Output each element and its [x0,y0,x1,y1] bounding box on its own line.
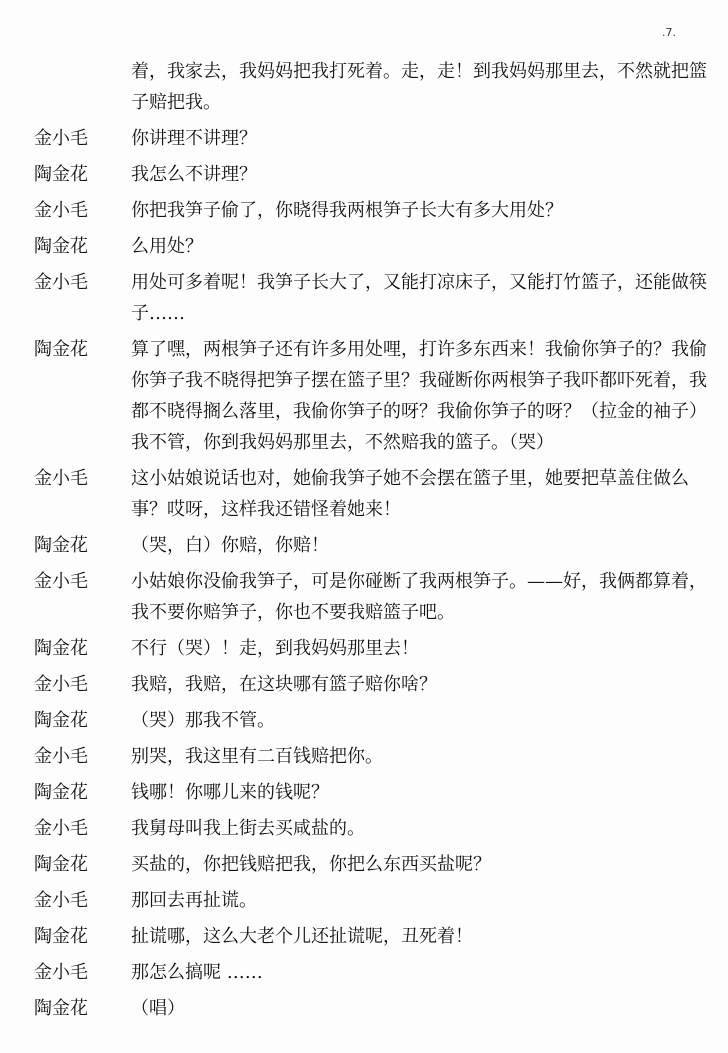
speech-text: 我舅母叫我上街去买咸盐的。 [131,818,365,839]
speech-text: 买盐的，你把钱赔把我，你把么东西买盐呢？ [131,854,491,875]
speaker-name: 金小毛 [34,746,88,767]
speaker-name: 陶金花 [34,638,88,659]
dialogue-line [34,993,714,1024]
speaker-name: 金小毛 [34,468,88,489]
speaker-name: 金小毛 [34,818,88,839]
dialogue-line [34,957,714,988]
speaker-name: 陶金花 [34,339,88,360]
dialogue-line [34,741,714,772]
speaker-name: 陶金花 [34,998,88,1019]
speech-text: 不行（哭）！走，到我妈妈那里去！ [131,638,419,659]
dialogue-line [34,463,714,525]
speaker-name: 金小毛 [34,128,88,149]
speech-text: 么用处？ [131,236,203,257]
speech-text: 那回去再扯谎。 [131,890,257,911]
dialogue-line [34,566,714,628]
speaker-name: 陶金花 [34,535,88,556]
speaker-name: 陶金花 [34,782,88,803]
dialogue-line [34,334,714,458]
dialogue-line [34,885,714,916]
speech-text: 我怎么不讲理？ [131,164,257,185]
speech-text: 别哭，我这里有二百钱赔把你。 [131,746,383,767]
speaker-name: 金小毛 [34,200,88,221]
speaker-name: 陶金花 [34,164,88,185]
speech-text: （哭，白）你赔，你赔！ [131,535,329,556]
dialogue-line [34,633,714,664]
dialogue-line [34,56,714,118]
speech-text: 小姑娘你没偷我笋子，可是你碰断了我两根笋子。——好，我俩都算着，我不要你赔笋子，你也不要我赔篮子吧。 [131,571,707,623]
dialogue-line [34,669,714,700]
speaker-name: 金小毛 [34,674,88,695]
speech-text: 用处可多着呢！我笋子长大了，又能打凉床子，又能打竹篮子，还能做筷子…… [131,272,707,324]
speaker-name: 金小毛 [34,272,88,293]
speech-text: （哭）那我不管。 [131,710,275,731]
speech-text: 扯谎哪，这么大老个儿还扯谎呢，丑死着！ [131,926,473,947]
speech-text: 你把我笋子偷了，你晓得我两根笋子长大有多大用处？ [131,200,563,221]
dialogue-line [34,777,714,808]
dialogue-line [34,813,714,844]
speech-text: （唱） [131,998,185,1019]
speech-text: 这小姑娘说话也对，她偷我笋子她不会摆在篮子里，她要把草盖住做么事？哎呀，这样我还错怪着她来！ [131,468,689,520]
dialogue-line [34,705,714,736]
dialogue-line [34,159,714,190]
dialogue-line [34,921,714,952]
speech-text: 算了嘿，两根笋子还有许多用处哩，打许多东西来！我偷你笋子的？我偷你笋子我不晓得把笋子摆在篮子里？我碰断你两根笋子我吓都吓死着，我都不晓得搁么落里，我偷你笋子的呀？我偷你笋子的呀？（拉金的袖子）我不管，你到我妈妈那里去，不然赔我的篮子。（哭） [131,339,707,453]
page-number: .7. [662,26,676,39]
speaker-name: 陶金花 [34,926,88,947]
speaker-name: 陶金花 [34,710,88,731]
speech-text: 我赔，我赔，在这块哪有篮子赔你啥？ [131,674,437,695]
speech-text: 那怎么搞呢 …… [131,962,263,983]
dialogue-line [34,849,714,880]
speech-text: 钱哪！你哪儿来的钱呢？ [131,782,329,803]
dialogue-line [34,123,714,154]
dialogue-line [34,195,714,226]
dialogue-line [34,231,714,262]
speaker-name: 金小毛 [34,890,88,911]
speaker-name: 金小毛 [34,571,88,592]
dialogue-line [34,267,714,329]
speaker-name: 陶金花 [34,236,88,257]
dialogue [34,56,714,1024]
speaker-name: 金小毛 [34,962,88,983]
dialogue-line [34,530,714,561]
speech-text: 你讲理不讲理？ [131,128,257,149]
speaker-name: 陶金花 [34,854,88,875]
speech-text: 着，我家去，我妈妈把我打死着。走，走！到我妈妈那里去，不然就把篮子赔把我。 [131,61,707,113]
